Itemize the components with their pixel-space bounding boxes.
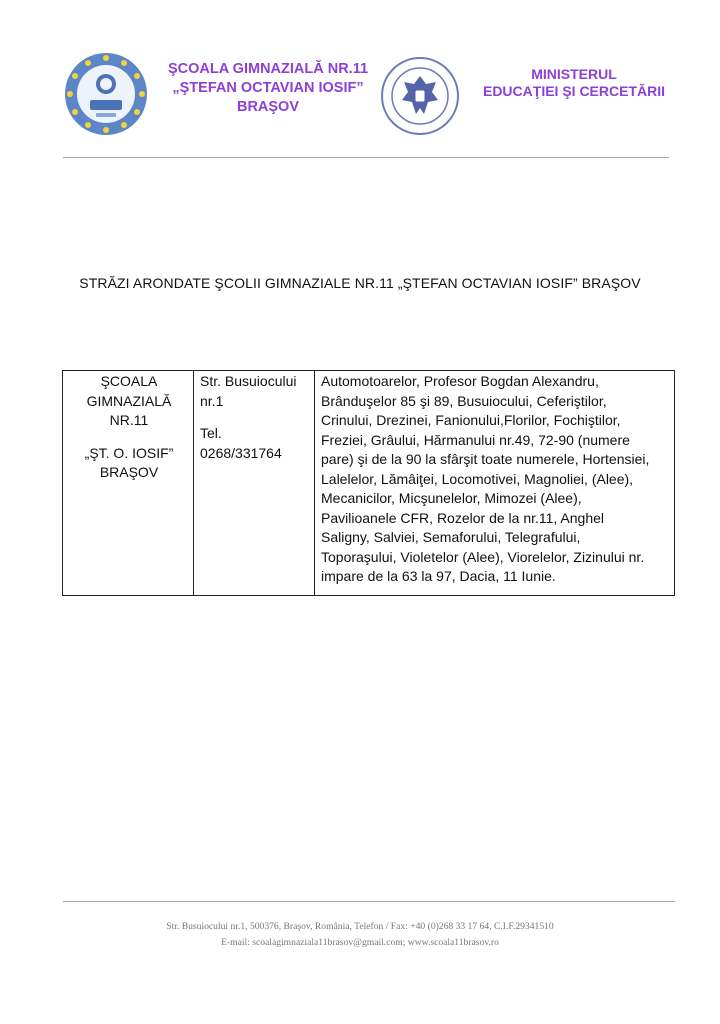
school-name-line: „ŞTEFAN OCTAVIAN IOSIF” xyxy=(172,80,364,96)
streets-line: Freziei, Grâului, Hărmanului nr.49, 72-90 (numere xyxy=(321,431,630,448)
document-title: STRĂZI ARONDATE ŞCOLII GIMNAZIALE NR.11 „ŞTEFAN OCTAVIAN IOSIF” BRAŞOV xyxy=(79,275,641,291)
school-cell-line: ŞCOALA xyxy=(100,373,158,389)
streets-line: impare de la 63 la 97, Dacia, 11 Iunie. xyxy=(321,568,556,584)
footer xyxy=(0,919,720,951)
streets-table xyxy=(62,370,675,596)
phone-line: 0268/331764 xyxy=(200,444,282,461)
address-line: Str. Busuiocului xyxy=(200,373,297,389)
school-cell-line: GIMNAZIALĂ xyxy=(86,392,172,409)
school-name-line: BRAŞOV xyxy=(236,99,300,115)
school-name-line: ŞCOALA GIMNAZIALĂ NR.11 xyxy=(167,61,369,77)
footer-contact: E-mail: scoalagimnaziala11brasov@gmail.com; www.scoala11brasov.ro xyxy=(221,937,499,948)
phone-line: Tel. xyxy=(200,425,222,441)
streets-line: Automotoarelor, Profesor Bogdan Alexandru, xyxy=(321,373,599,389)
streets-line: Mecanicilor, Micşunelelor, Mimozei (Alee), xyxy=(321,490,582,506)
table-row xyxy=(63,371,675,596)
streets-cell xyxy=(315,371,675,596)
letterhead xyxy=(0,0,720,150)
school-cell-line: „ŞT. O. IOSIF” xyxy=(84,444,174,461)
ministry-name-line: MINISTERUL xyxy=(531,66,617,82)
address-line: nr.1 xyxy=(200,392,224,409)
streets-line: pare) şi de la 90 la sfârşit toate numerele, Hortensiei, xyxy=(321,451,650,467)
streets-line: Lalelelor, Lămâiţei, Locomotivei, Magnoliei, (Alee), xyxy=(321,470,634,487)
streets-line: Toporaşului, Violetelor (Alee), Viorelelor, Zizinului nr. xyxy=(321,548,645,565)
school-cell xyxy=(63,371,194,596)
ministry-name xyxy=(464,66,684,100)
ministry-name-line: EDUCAŢIEI ŞI CERCETĂRII xyxy=(482,83,665,99)
school-cell-line: BRAŞOV xyxy=(99,464,159,480)
school-name xyxy=(148,60,388,117)
footer-divider xyxy=(63,901,675,902)
government-seal-icon xyxy=(380,56,460,136)
address-cell xyxy=(194,371,315,596)
header-divider xyxy=(63,157,669,158)
school-emblem-icon xyxy=(64,52,148,136)
streets-line: Brânduşelor 85 şi 89, Busuiocului, Ceferiştilor, xyxy=(321,392,607,409)
streets-line: Saligny, Salviei, Semaforului, Telegrafului, xyxy=(321,529,581,545)
school-cell-line: NR.11 xyxy=(109,412,149,428)
streets-line: Pavilioanele CFR, Rozelor de la nr.11, Anghel xyxy=(321,509,605,526)
streets-line: Crinului, Drezinei, Fanionului,Florilor, Fochiştilor, xyxy=(321,412,621,428)
footer-address: Str. Busuiocului nr.1, 500376, Braşov, România, Telefon / Fax: +40 (0)268 33 17 64, C.I.F.29341510 xyxy=(166,921,554,932)
